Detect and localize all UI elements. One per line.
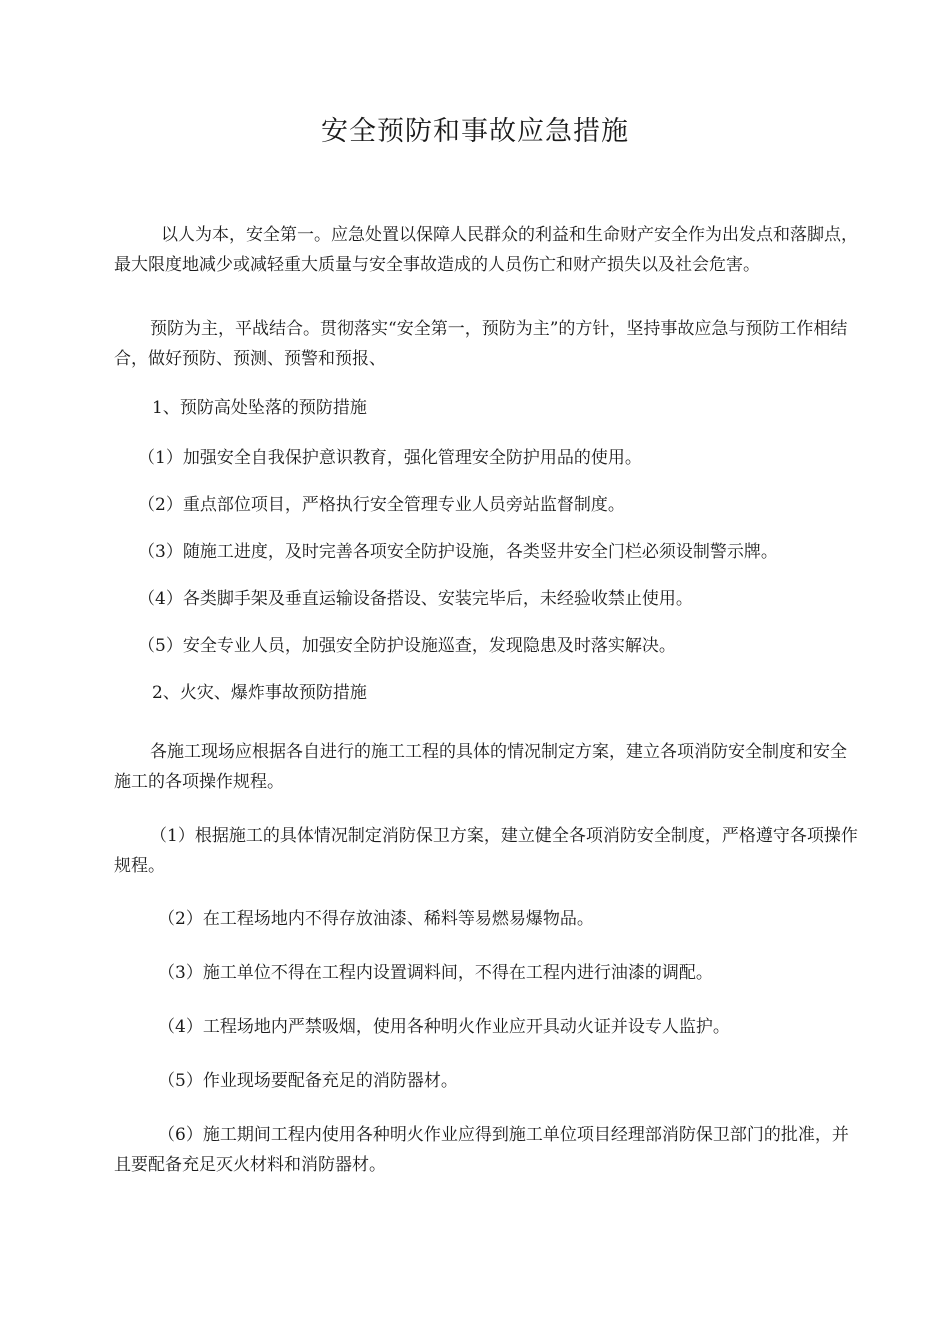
list-item-fall-5: （5）安全专业人员，加强安全防护设施巡查，发现隐患及时落实解决。 [138,636,676,656]
list-item-fire-2: （2）在工程场地内不得存放油漆、稀料等易燃易爆物品。 [158,909,594,929]
section-heading-fire-prevention: 2、火灾、爆炸事故预防措施 [152,683,367,703]
list-item-fall-2: （2）重点部位项目，严格执行安全管理专业人员旁站监督制度。 [138,495,625,515]
list-item-fire-5: （5）作业现场要配备充足的消防器材。 [158,1071,458,1091]
section-heading-fall-prevention: 1、预防高处坠落的预防措施 [152,398,367,418]
list-item-fall-3: （3）随施工进度，及时完善各项安全防护设施，各类竖井安全门栏必须设制警示牌。 [138,542,778,562]
list-item-fall-4: （4）各类脚手架及垂直运输设备搭设、安装完毕后，未经验收禁止使用。 [138,589,693,609]
paragraph-principle-people: 以人为本，安全第一。应急处置以保障人民群众的利益和生命财产安全作为出发点和落脚点，最大限度地减少或减轻重大质量与安全事故造成的人员伤亡和财产损失以及社会危害。 [114,225,858,275]
list-item-fire-1: （1）根据施工的具体情况制定消防保卫方案，建立健全各项消防安全制度，严格遵守各项操作规程。 [114,826,858,876]
list-item-fire-6: （6）施工期间工程内使用各种明火作业应得到施工单位项目经理部消防保卫部门的批准，并且要配备充足灭火材料和消防器材。 [114,1125,849,1175]
list-item-fire-3: （3）施工单位不得在工程内设置调料间，不得在工程内进行油漆的调配。 [158,963,713,983]
paragraph-principle-prevention: 预防为主，平战结合。贯彻落实“安全第一，预防为主”的方针，坚持事故应急与预防工作相结合，做好预防、预测、预警和预报、 [114,319,848,369]
list-item-fire-4: （4）工程场地内严禁吸烟，使用各种明火作业应开具动火证并设专人监护。 [158,1017,730,1037]
list-item-fall-1: （1）加强安全自我保护意识教育，强化管理安全防护用品的使用。 [138,448,642,468]
paragraph-fire-intro: 各施工现场应根据各自进行的施工工程的具体的情况制定方案，建立各项消防安全制度和安全施工的各项操作规程。 [114,742,847,792]
page-title: 安全预防和事故应急措施 [321,116,629,147]
